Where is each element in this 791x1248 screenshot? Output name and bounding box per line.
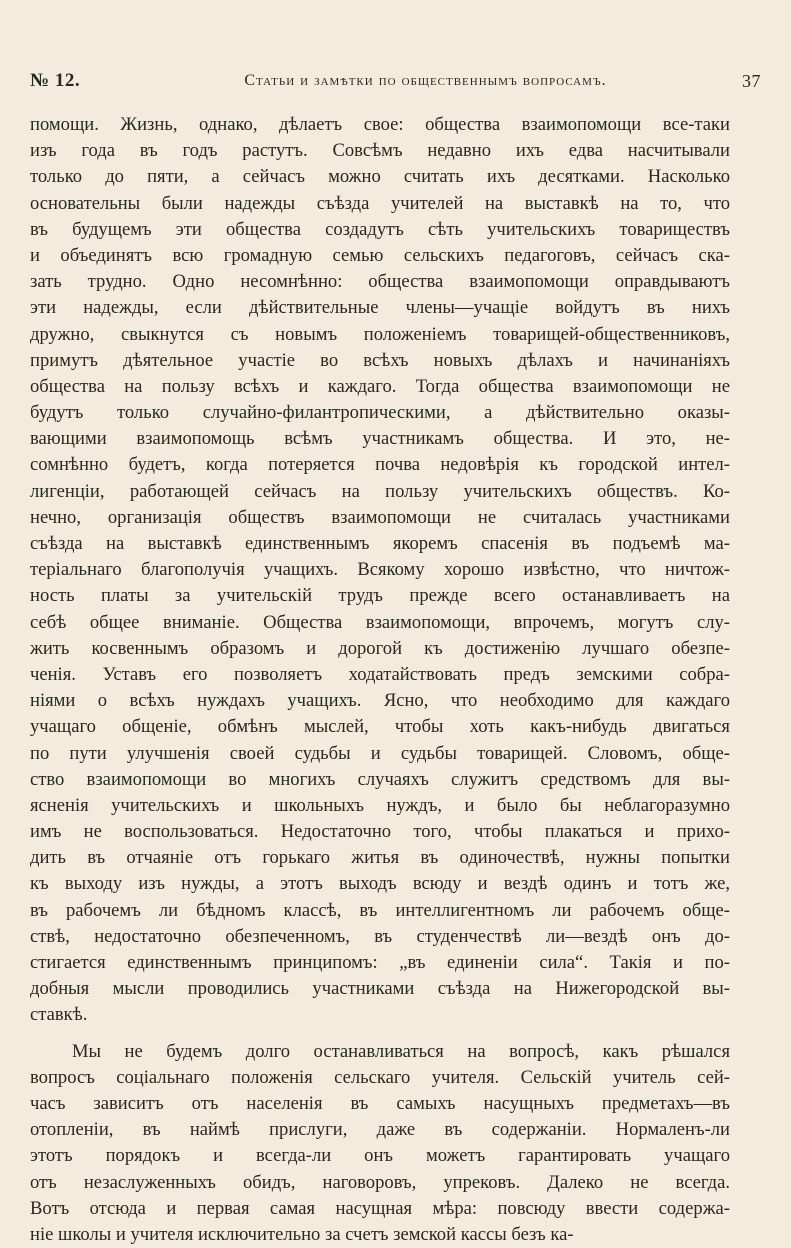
- text-line: учащаго общеніе, обмѣнъ мыслей, чтобы хоть какъ-нибудь двигаться: [30, 716, 730, 738]
- text-line: теріальнаго благополучія учащихъ. Всякому хорошо извѣстно, что ничтож-: [30, 559, 730, 581]
- page-number: 37: [742, 71, 761, 91]
- text-line: стигается единственнымъ принципомъ: „въ единеніи сила“. Такія и по-: [30, 952, 730, 973]
- text-line: себѣ общее вниманіе. Общества взаимопомощи, впрочемъ, могутъ слу-: [30, 611, 730, 633]
- text-line: вающими взаимопомощь всѣмъ участникамъ общества. И это, не-: [30, 428, 730, 450]
- text-line: въ рабочемъ ли бѣдномъ классѣ, въ интеллигентномъ ли рабочемъ обще-: [30, 899, 730, 921]
- text-line: Мы не будемъ долго останавливаться на вопросѣ, какъ рѣшался: [72, 1040, 730, 1062]
- text-line: отопленіи, въ наймѣ прислуги, даже въ содержаніи. Нормаленъ-ли: [30, 1119, 730, 1141]
- text-line: отъ незаслуженныхъ обидъ, наговоровъ, упрековъ. Далеко не всегда.: [30, 1171, 730, 1193]
- issue-number: № 12.: [30, 70, 81, 91]
- text-line: лигенціи, работающей сейчасъ на пользу учительскихъ обществъ. Ко-: [30, 480, 730, 502]
- text-line: нечно, организація обществъ взаимопомощи не считалась участниками: [30, 506, 730, 528]
- text-line: и объединятъ всю громадную семью сельскихъ педагоговъ, сейчасъ ска-: [30, 244, 730, 266]
- text-line: общества на пользу всѣхъ и каждаго. Тогда общества взаимопомощи не: [30, 375, 730, 397]
- text-line: съѣзда на выставкѣ единственнымъ якоремъ спасенія въ подъемѣ ма-: [30, 533, 730, 554]
- page-body: [30, 112, 730, 1248]
- text-line: къ выходу изъ нужды, а этотъ выходъ всюду и вездѣ одинъ и тотъ же,: [30, 873, 730, 895]
- text-line: зать трудно. Одно несомнѣнно: общества взаимопомощи оправдываютъ: [30, 271, 730, 293]
- paragraph-2: [30, 1039, 730, 1248]
- text-line: изъ года въ годъ растутъ. Совсѣмъ недавно ихъ едва насчитывали: [30, 140, 730, 162]
- text-line: вопросъ соціальнаго положенія сельскаго учителя. Сельскій учитель сей-: [30, 1066, 730, 1088]
- paragraph-1: [30, 112, 730, 1029]
- text-line: жить косвеннымъ образомъ и дорогой къ достиженію лучшаго обезпе-: [30, 637, 730, 659]
- text-line: ствѣ, недостаточно обезпеченномъ, въ студенчествѣ ли—вездѣ онъ до-: [30, 925, 730, 947]
- text-line: ставкѣ.: [30, 1004, 88, 1026]
- text-line: въ будущемъ эти общества создадутъ сѣть учительскихъ товариществъ: [30, 218, 730, 240]
- text-line: этотъ порядокъ и всегда-ли онъ можетъ гарантировать учащаго: [30, 1145, 730, 1167]
- text-line: будутъ только случайно-филантропическими, а дѣйствительно оказы-: [30, 402, 730, 424]
- text-line: ность платы за учительскій трудъ прежде всего останавливаетъ на: [30, 585, 730, 607]
- text-line: только до пяти, а сейчасъ можно считать ихъ десятками. Насколько: [30, 166, 730, 188]
- text-line: часъ зависитъ отъ населенія въ самыхъ насущныхъ предметахъ—въ: [30, 1092, 730, 1114]
- text-line: дить въ отчаяніе отъ горькаго житья въ одиночествѣ, нужны попытки: [30, 847, 730, 869]
- text-line: основательны были надежды съѣзда учителей на выставкѣ на то, что: [30, 192, 730, 214]
- text-line: ченія. Уставъ его позволяетъ ходатайствовать предъ земскими собра-: [30, 663, 730, 685]
- text-line: эти надежды, если дѣйствительные члены—учащіе войдутъ въ нихъ: [30, 297, 730, 319]
- text-line: добныя мысли проводились участниками съѣзда на Нижегородской вы-: [30, 978, 730, 1000]
- text-line: дружно, свыкнутся съ новымъ положеніемъ товарищей-общественниковъ,: [30, 323, 730, 345]
- text-line: по пути улучшенія своей судьбы и судьбы товарищей. Словомъ, обще-: [30, 742, 730, 764]
- text-line: сомнѣнно будетъ, когда потеряется почва недовѣрія къ городской интел-: [30, 454, 730, 476]
- text-line: ясненія учительскихъ и школьныхъ нуждъ, и было бы неблагоразумно: [30, 794, 730, 816]
- text-line: помощи. Жизнь, однако, дѣлаетъ свое: общества взаимопомощи все-таки: [30, 114, 730, 135]
- text-line: ніями о всѣхъ нуждахъ учащихъ. Ясно, что необходимо для каждаго: [30, 690, 730, 712]
- text-line: Вотъ отсюда и первая самая насущная мѣра: повсюду ввести содержа-: [30, 1197, 730, 1219]
- text-line: ство взаимопомощи во многихъ случаяхъ служитъ средствомъ для вы-: [30, 768, 730, 790]
- text-line: ніе школы и учителя исключительно за счетъ земской кассы безъ ка-: [30, 1223, 574, 1245]
- text-line: имъ не воспользоваться. Недостаточно того, чтобы плакаться и прихо-: [30, 821, 730, 843]
- running-header: [30, 66, 761, 96]
- text-line: примутъ дѣятельное участіе во всѣхъ новыхъ дѣлахъ и начинаніяхъ: [30, 349, 730, 371]
- section-title: Статьи и замѣтки по общественнымъ вопросамъ.: [244, 72, 607, 89]
